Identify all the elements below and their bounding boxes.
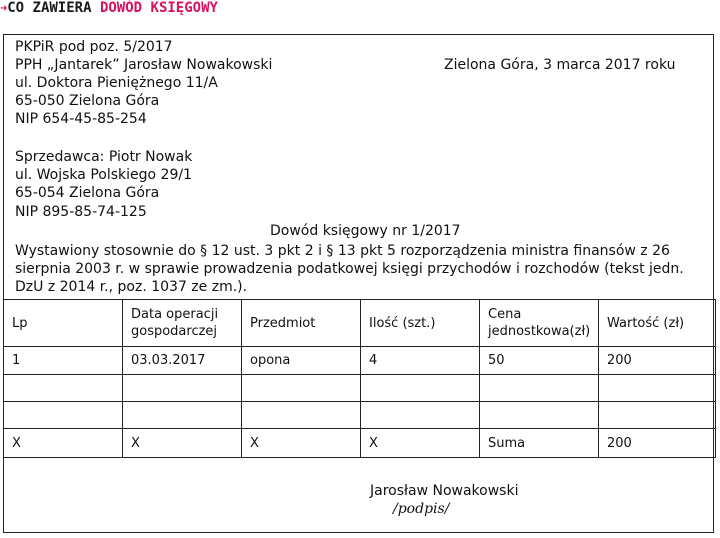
buyer-name: PPH „Jantarek” Jarosław Nowakowski: [15, 57, 273, 73]
cell-lp: [4, 375, 123, 402]
cell-value: [599, 402, 716, 429]
cell-quantity: [361, 402, 480, 429]
cell-date: 03.03.2017: [123, 347, 242, 375]
header-label: CO ZAWIERA: [7, 0, 100, 16]
col-header-quantity: Ilość (szt.): [361, 300, 480, 347]
cell-item: opona: [242, 347, 361, 375]
table-row: [4, 402, 716, 429]
cell-value: 200: [599, 347, 716, 375]
col-header-lp: Lp: [4, 300, 123, 347]
document-title: Dowód księgowy nr 1/2017: [270, 223, 461, 239]
cell-quantity: [361, 375, 480, 402]
seller-label: Sprzedawca: Piotr Nowak: [15, 149, 193, 165]
table-row: [4, 375, 716, 402]
sum-label: Suma: [480, 429, 599, 458]
sum-cell-lp: X: [4, 429, 123, 458]
buyer-nip: NIP 654-45-85-254: [15, 111, 147, 127]
cell-unit-price: [480, 402, 599, 429]
sum-cell-item: X: [242, 429, 361, 458]
signature-label: /podpis/: [393, 501, 450, 517]
cell-quantity: 4: [361, 347, 480, 375]
cell-date: [123, 375, 242, 402]
sum-total: 200: [599, 429, 716, 458]
sum-cell-quantity: X: [361, 429, 480, 458]
buyer-street: ul. Doktora Pieniężnego 11/A: [15, 75, 218, 91]
legal-note: Wystawiony stosownie do § 12 ust. 3 pkt 2 i § 13 pkt 5 rozporządzenia ministra finansów z 26 sierpnia 2003 r. w sprawie prowadzenia podatkowej księgi przychodów i rozchodów (tekst jedn. DzU z 2014 r., poz. 1037 ze zm.).: [15, 243, 684, 295]
cell-unit-price: [480, 375, 599, 402]
table-header-row: [4, 300, 716, 347]
table-sum-row: [4, 429, 716, 458]
cell-item: [242, 402, 361, 429]
place-date: Zielona Góra, 3 marca 2017 roku: [444, 57, 676, 73]
col-header-date: Data operacji gospodarczej: [123, 300, 242, 347]
cell-item: [242, 375, 361, 402]
arrow-icon: ➜: [0, 1, 8, 15]
cell-unit-price: 50: [480, 347, 599, 375]
header-accent-label: DOWÓD KSIĘGOWY: [99, 0, 218, 16]
col-header-unit-price: Cena jednostkowa(zł): [480, 300, 599, 347]
cell-date: [123, 402, 242, 429]
col-header-item: Przedmiot: [242, 300, 361, 347]
sum-cell-date: X: [123, 429, 242, 458]
cell-value: [599, 375, 716, 402]
seller-street: ul. Wojska Polskiego 29/1: [15, 167, 192, 183]
buyer-city: 65-050 Zielona Góra: [15, 93, 160, 109]
pkpir-reference: PKPiR pod poz. 5/2017: [15, 39, 173, 55]
cell-lp: 1: [4, 347, 123, 375]
table-row: [4, 347, 716, 375]
signature-name: Jarosław Nowakowski: [370, 483, 519, 499]
col-header-value: Wartość (zł): [599, 300, 716, 347]
items-table: [3, 299, 716, 458]
section-header: [0, 0, 218, 20]
seller-city: 65-054 Zielona Góra: [15, 185, 160, 201]
seller-nip: NIP 895-85-74-125: [15, 204, 147, 220]
cell-lp: [4, 402, 123, 429]
